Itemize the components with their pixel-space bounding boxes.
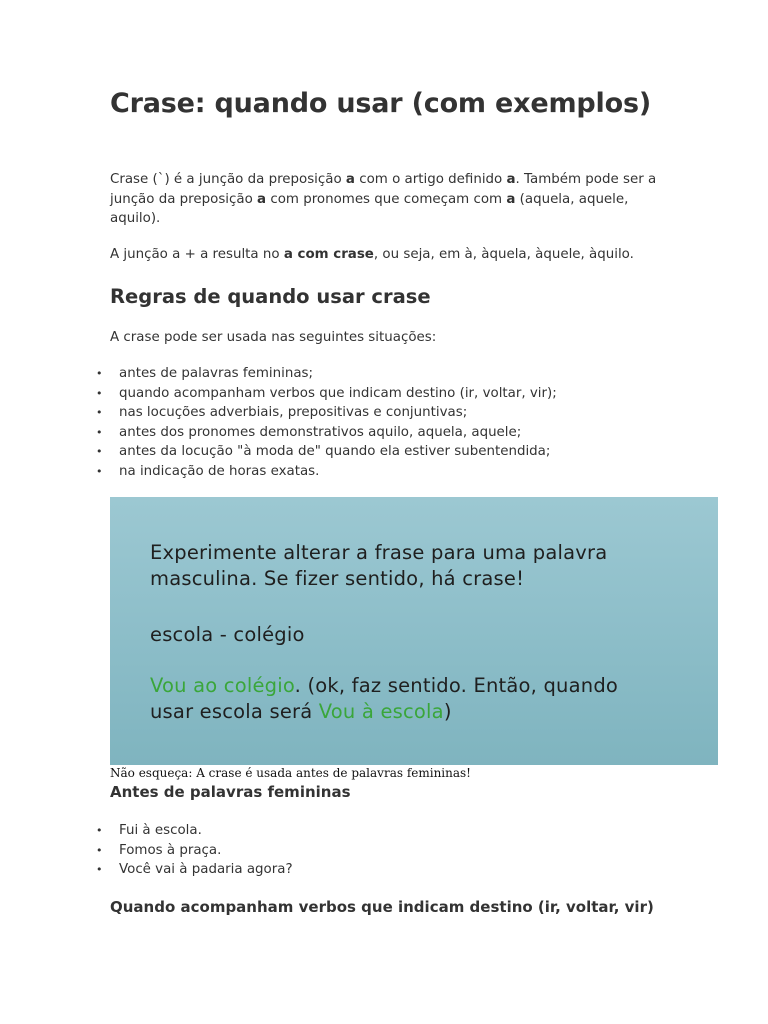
text: , ou seja, em à, àquela, àquele, àquilo.	[373, 247, 634, 262]
rules-intro: A crase pode ser usada nas seguintes situações:	[110, 330, 437, 345]
tip-line: Experimente alterar a frase para uma palavra	[150, 541, 608, 564]
bold-text: a	[506, 191, 516, 207]
list-item: • Você vai à padaria agora?	[110, 860, 293, 880]
list-item: • antes da locução "à moda de" quando ela estiver subentendida;	[110, 442, 557, 462]
text: com pronomes que começam com	[266, 191, 507, 207]
bold-text: a	[257, 191, 267, 207]
text: A junção a + a resulta no	[110, 247, 284, 262]
text: . Também pode ser a junção da preposição	[110, 172, 657, 207]
rules-heading: Regras de quando usar crase	[110, 285, 431, 308]
junction-paragraph	[110, 245, 670, 265]
page-title: Crase: quando usar (com exemplos)	[110, 88, 651, 119]
list-item: • nas locuções adverbiais, prepositivas e conjuntivas;	[110, 403, 557, 423]
section-heading: Antes de palavras femininas	[110, 783, 351, 801]
section-heading: Quando acompanham verbos que indicam destino (ir, voltar, vir)	[110, 898, 654, 916]
bold-text: a com crase	[283, 247, 374, 262]
text: usar escola será	[150, 700, 319, 723]
tip-example: escola - colégio	[150, 623, 305, 646]
text: com o artigo definido	[354, 172, 507, 187]
highlight-text: Vou ao colégio	[150, 674, 295, 697]
bold-text: a	[345, 172, 355, 187]
text: (aquela, aquele, aquilo).	[110, 191, 629, 226]
examples-list	[110, 821, 293, 880]
list-item: • antes dos pronomes demonstrativos aquilo, aquela, aquele;	[110, 423, 557, 443]
rules-list	[110, 364, 557, 482]
highlight-text: Vou à escola	[318, 700, 444, 723]
intro-paragraph	[110, 170, 670, 229]
tip-image	[110, 497, 718, 765]
bold-text: a	[506, 172, 516, 187]
list-item: • quando acompanham verbos que indicam destino (ir, voltar, vir);	[110, 384, 557, 404]
text: )	[443, 700, 452, 723]
list-item: • Fomos à praça.	[110, 841, 293, 861]
image-caption: Não esqueça: A crase é usada antes de palavras femininas!	[110, 766, 472, 780]
tip-line	[150, 700, 452, 723]
list-item: • na indicação de horas exatas.	[110, 462, 557, 482]
text: Crase (`) é a junção da preposição	[110, 172, 346, 187]
tip-line: masculina. Se fizer sentido, há crase!	[150, 567, 525, 590]
list-item: • Fui à escola.	[110, 821, 293, 841]
list-item: • antes de palavras femininas;	[110, 364, 557, 384]
tip-line	[150, 674, 618, 697]
text: . (ok, faz sentido. Então, quando	[294, 674, 619, 697]
